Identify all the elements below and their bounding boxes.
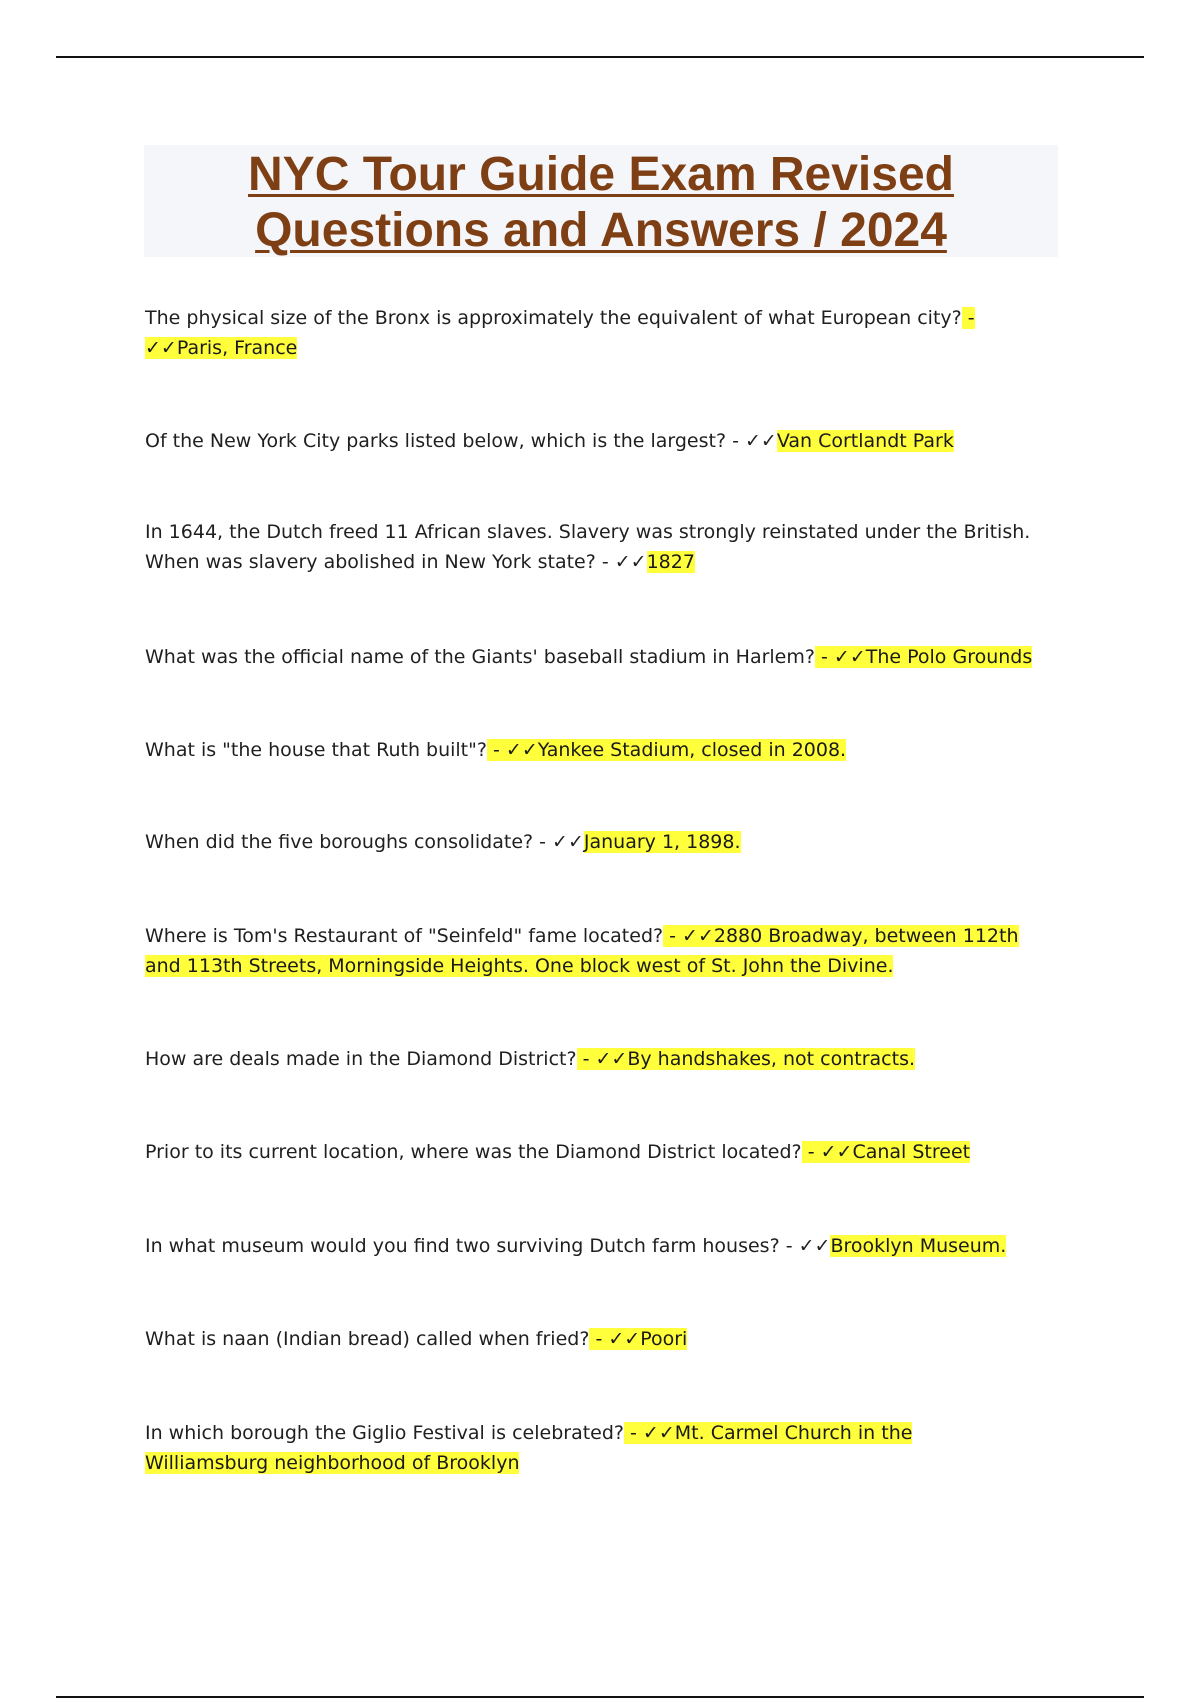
check-marks: - ✓✓	[595, 551, 647, 573]
qa-item	[145, 517, 1040, 577]
answer-text: Van Cortlandt Park	[776, 430, 954, 452]
check-marks: - ✓✓	[779, 1235, 831, 1257]
answer-text: 1827	[646, 551, 695, 573]
qa-item	[145, 1044, 1040, 1074]
answer-text: Canal Street	[852, 1141, 971, 1163]
check-marks: - ✓✓	[624, 1422, 675, 1444]
answer-text: Poori	[640, 1328, 688, 1350]
question-text: Prior to its current location, where was the Diamond District located?	[145, 1141, 802, 1163]
qa-item	[145, 827, 1040, 857]
answer-text: Paris, France	[176, 337, 298, 359]
qa-item	[145, 1137, 1040, 1167]
answer-text: Yankee Stadium, closed in 2008.	[537, 739, 847, 761]
qa-item	[145, 303, 1040, 363]
answer-text: 2880 Broadway, between 112th and 113th Streets, Morningside Heights. One block west of St. John the Divine.	[145, 925, 1019, 977]
question-text: What was the official name of the Giants' baseball stadium in Harlem?	[145, 646, 815, 668]
top-rule	[56, 56, 1144, 58]
question-text: When did the five boroughs consolidate?	[145, 831, 534, 853]
check-marks: - ✓✓	[801, 1141, 853, 1163]
qa-item	[145, 1324, 1040, 1354]
question-text: Of the New York City parks listed below, which is the largest?	[145, 430, 727, 452]
question-text: What is "the house that Ruth built"?	[145, 739, 487, 761]
answer-text: January 1, 1898.	[583, 831, 741, 853]
question-text: In which borough the Giglio Festival is celebrated?	[145, 1422, 624, 1444]
answer-text: Brooklyn Museum.	[830, 1235, 1007, 1257]
check-marks: - ✓✓	[486, 739, 538, 761]
question-text: The physical size of the Bronx is approximately the equivalent of what European city?	[145, 307, 962, 329]
title-block	[144, 145, 1058, 257]
question-text: What is naan (Indian bread) called when fried?	[145, 1328, 590, 1350]
check-marks: - ✓✓	[576, 1048, 628, 1070]
question-text: Where is Tom's Restaurant of "Seinfeld" fame located?	[145, 925, 664, 947]
check-marks: - ✓✓	[145, 307, 975, 359]
qa-item	[145, 1418, 1040, 1478]
check-marks: - ✓✓	[814, 646, 866, 668]
qa-item	[145, 642, 1040, 672]
answer-text: By handshakes, not contracts.	[627, 1048, 916, 1070]
check-marks: - ✓✓	[533, 831, 584, 853]
qa-item	[145, 921, 1040, 981]
check-marks: - ✓✓	[589, 1328, 641, 1350]
document-title-line-1: NYC Tour Guide Exam Revised	[248, 148, 954, 201]
bottom-rule	[56, 1696, 1144, 1698]
answer-text: The Polo Grounds	[865, 646, 1033, 668]
question-text: How are deals made in the Diamond District?	[145, 1048, 577, 1070]
document-title-line-2: Questions and Answers / 2024	[255, 204, 947, 257]
answer-text: Mt. Carmel Church in the Williamsburg neighborhood of Brooklyn	[145, 1422, 913, 1474]
question-text: In what museum would you find two surviving Dutch farm houses?	[145, 1235, 780, 1257]
qa-item	[145, 426, 1040, 456]
qa-item	[145, 1231, 1040, 1261]
question-text: In 1644, the Dutch freed 11 African slaves. Slavery was strongly reinstated under the British. When was slavery abolished in New York state?	[145, 521, 1031, 573]
check-marks: - ✓✓	[726, 430, 777, 452]
qa-item	[145, 735, 1040, 765]
check-marks: - ✓✓	[663, 925, 714, 947]
